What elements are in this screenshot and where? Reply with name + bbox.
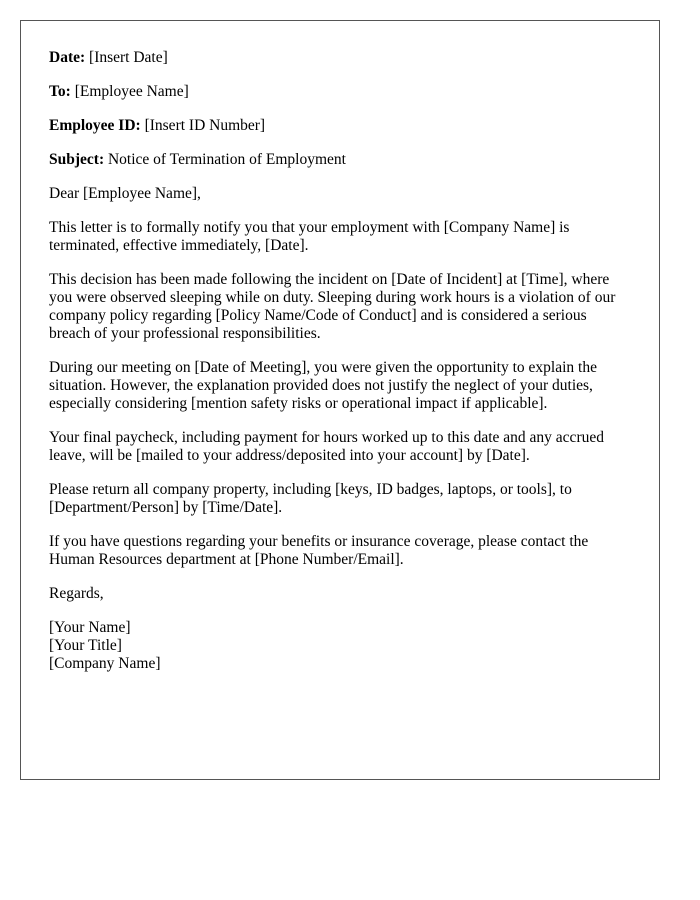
employee-id-value: [Insert ID Number] [144,117,266,134]
to-value: [Employee Name] [74,83,189,100]
paragraph-termination-notice: This letter is to formally notify you that your employment with [Company Name] is terminated, effective immediately, [Date]. [49,219,570,254]
signature-title: [Your Title] [49,637,122,654]
paragraph-final-paycheck: Your final paycheck, including payment for hours worked up to this date and any accrued leave, will be [mailed to your address/deposited into your account] by [Date]. [49,429,604,464]
signature-name: [Your Name] [49,619,131,636]
signature-company: [Company Name] [49,655,161,672]
subject-label: Subject: [49,151,105,168]
to-line [49,83,631,101]
date-line [49,49,631,67]
signature-block [49,619,631,673]
subject-value: Notice of Termination of Employment [107,151,346,168]
closing: Regards, [49,585,104,602]
paragraph-meeting: During our meeting on [Date of Meeting], you were given the opportunity to explain the situation. However, the explanation provided does not justify the neglect of your duties, especially considering [mention safety risks or operational impact if applicable]. [49,359,597,412]
greeting: Dear [Employee Name], [49,185,201,202]
to-label: To: [49,83,71,100]
letter-page [20,20,660,780]
employee-id-label: Employee ID: [49,117,141,134]
paragraph-incident: This decision has been made following the incident on [Date of Incident] at [Time], where you were observed sleeping while on duty. Sleeping during work hours is a violation of our company policy regarding [Policy Name/Code of Conduct] and is considered a serious breach of your professional responsibilities. [49,271,616,342]
subject-line [49,151,631,169]
employee-id-line [49,117,631,135]
paragraph-company-property: Please return all company property, including [keys, ID badges, laptops, or tools], to [Department/Person] by [Time/Date]. [49,481,572,516]
date-label: Date: [49,49,86,66]
paragraph-contact: If you have questions regarding your benefits or insurance coverage, please contact the Human Resources department at [Phone Number/Email]. [49,533,589,568]
date-value: [Insert Date] [89,49,168,66]
